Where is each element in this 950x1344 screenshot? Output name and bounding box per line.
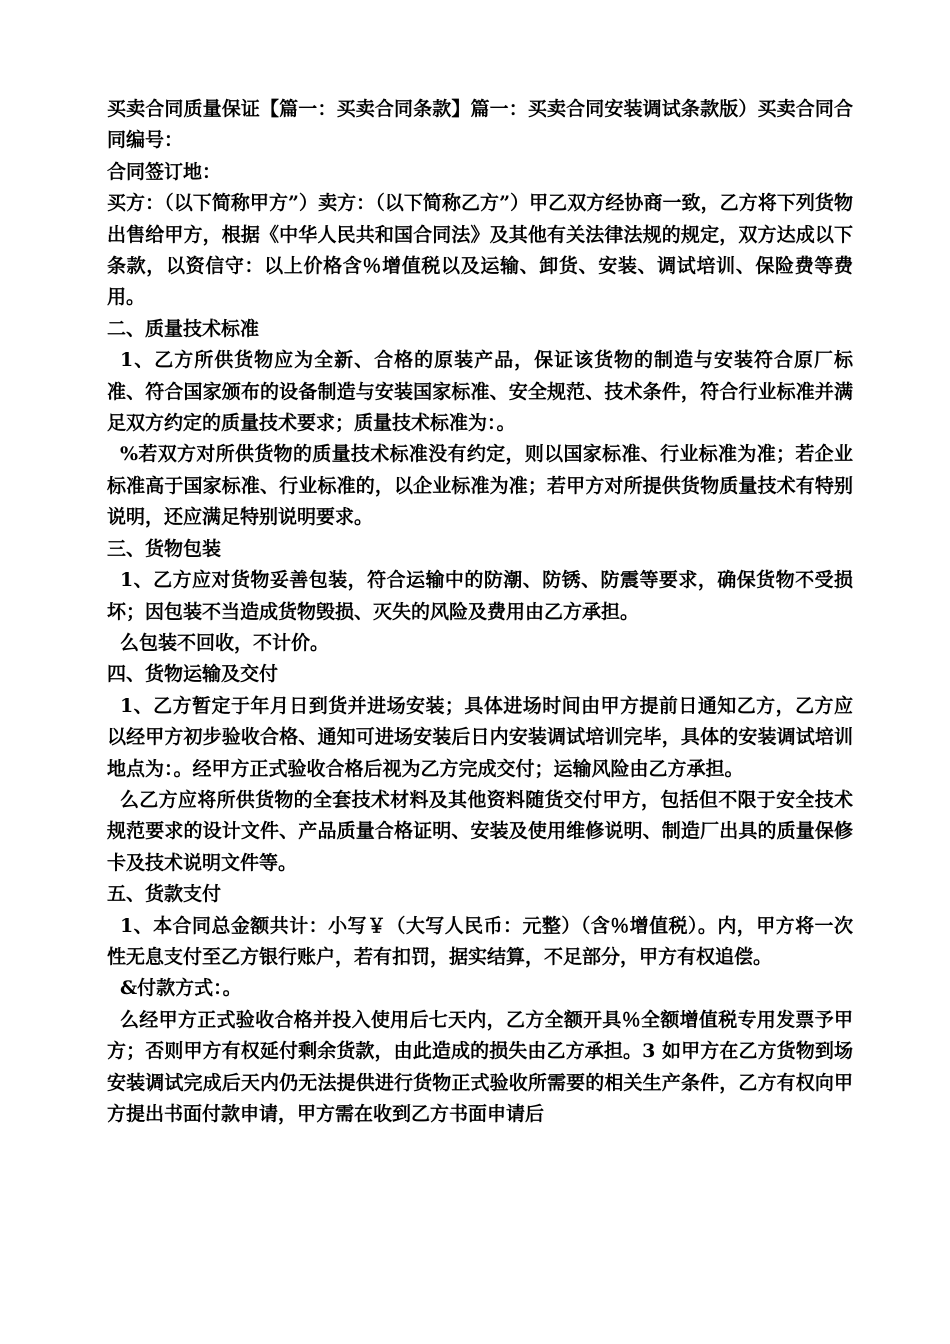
section-heading-quality: 二、质量技术标准 <box>107 317 260 340</box>
paragraph-payment-invoice: 么经甲方正式验收合格并投入使用后七天内，乙方全额开具％全额增值税专用发票予甲方；否则甲方有权延付剩余货款，由此造成的损失由乙方承担。3 如甲方在乙方货物到场安装调试完成后天内仍无法提供进行货物正式验收所需要的相关生产条件，乙方有权向甲方提出书面付款申请，甲方需在收到乙方书面申请后 <box>107 1008 853 1125</box>
section-heading-packaging: 三、货物包装 <box>107 537 222 560</box>
paragraph-quality-1: 1、乙方所供货物应为全新、合格的原装产品，保证该货物的制造与安装符合原厂标准、符合国家颁布的设备制造与安装国家标准、安全规范、技术条件，符合行业标准并满足双方约定的质量技术要求；质量技术标准为：。 <box>107 349 853 435</box>
paragraph-signing-place: 合同签订地： <box>107 160 222 183</box>
paragraph-packaging-1: 1、乙方应对货物妥善包装，符合运输中的防潮、防锈、防震等要求，确保货物不受损坏；因包装不当造成货物毁损、灭失的风险及费用由乙方承担。 <box>107 569 853 623</box>
document-body <box>107 94 853 1130</box>
paragraph-payment-1: 1、本合同总金额共计：小写￥（大写人民币：元整）（含％增值税）。内，甲方将一次性无息支付至乙方银行账户，若有扣罚，据实结算，不足部分，甲方有权追偿。 <box>107 914 853 968</box>
paragraph-title: 买卖合同质量保证【篇一：买卖合同条款】篇一：买卖合同安装调试条款版）买卖合同合同编号： <box>107 98 853 152</box>
paragraph-quality-2: %若双方对所供货物的质量技术标准没有约定，则以国家标准、行业标准为准；若企业标准高于国家标准、行业标准的，以企业标准为准；若甲方对所提供货物质量技术有特别说明，还应满足特别说明要求。 <box>107 443 853 529</box>
section-heading-payment: 五、货款支付 <box>107 883 222 906</box>
section-heading-transport: 四、货物运输及交付 <box>107 663 279 686</box>
paragraph-transport-2: 么乙方应将所供货物的全套技术材料及其他资料随货交付甲方，包括但不限于安全技术规范要求的设计文件、产品质量合格证明、安装及使用维修说明、制造厂出具的质量保修卡及技术说明文件等。 <box>107 788 853 874</box>
paragraph-parties: 买方：（以下简称甲方”）卖方：（以下简称乙方”）甲乙双方经协商一致，乙方将下列货物出售给甲方，根据《中华人民共和国合同法》及其他有关法律法规的规定，双方达成以下条款，以资信守：以上价格含％增值税以及运输、卸货、安装、调试培训、保险费等费用。 <box>107 192 853 309</box>
paragraph-payment-method: &付款方式：。 <box>120 977 242 1000</box>
paragraph-packaging-2: 么包装不回收，不计价。 <box>120 631 330 654</box>
paragraph-transport-1: 1、乙方暂定于年月日到货并进场安装；具体进场时间由甲方提前日通知乙方，乙方应以经甲方初步验收合格、通知可进场安装后日内安装调试培训完毕，具体的安装调试培训地点为：。经甲方正式验收合格后视为乙方完成交付；运输风险由乙方承担。 <box>107 694 853 780</box>
